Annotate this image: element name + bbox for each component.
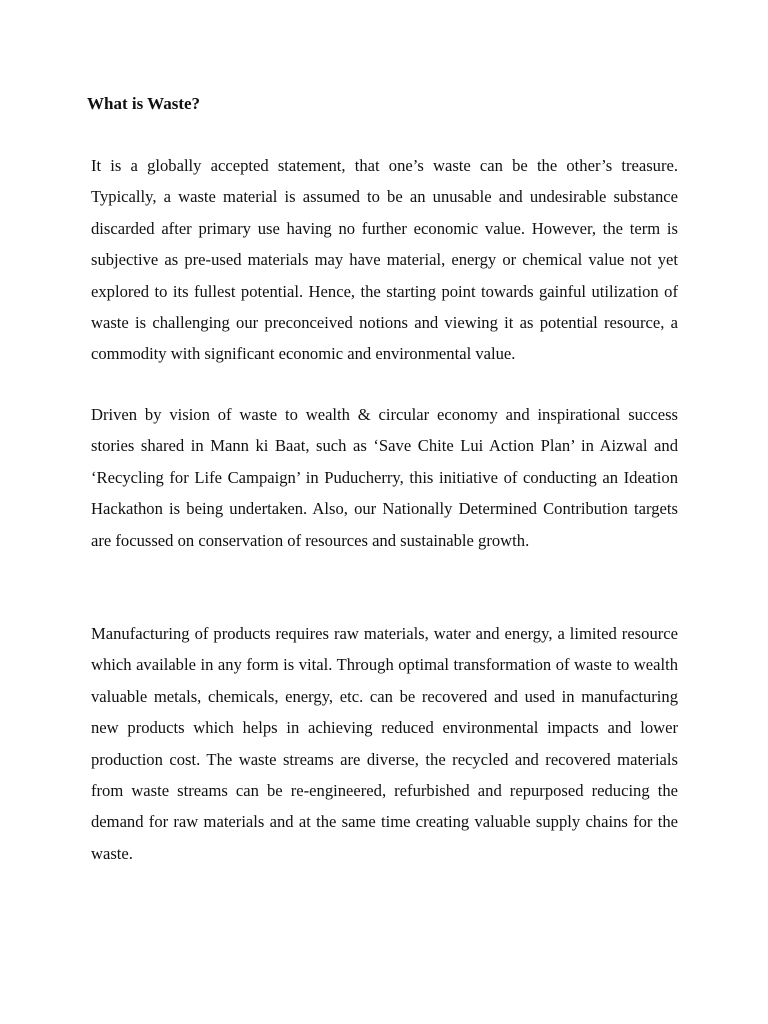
- paragraph-initiative: Driven by vision of waste to wealth & circular economy and inspirational success stories shared in Mann ki Baat, such as ‘Save Chite Lui Action Plan’ in Aizwal and ‘Recycling for Life Campaign’ in Puducherry, this initiative of conducting an Ideation Hackathon is being undertaken. Also, our Nationally Determined Contribution targets are focussed on conservation of resources and sustainable growth.: [91, 405, 678, 550]
- paragraph-what-is-waste: It is a globally accepted statement, that one’s waste can be the other’s treasure. Typically, a waste material is assumed to be an unusable and undesirable substance discarded after primary use having no further economic value. However, the term is subjective as pre-used materials may have material, energy or chemical value not yet explored to its fullest potential. Hence, the starting point towards gainful utilization of waste is challenging our preconceived notions and viewing it as potential resource, a commodity with significant economic and environmental value.: [91, 156, 678, 364]
- section-heading: What is Waste?: [87, 94, 201, 113]
- paragraph-manufacturing: Manufacturing of products requires raw materials, water and energy, a limited resource which available in any form is vital. Through optimal transformation of waste to wealth valuable metals, chemicals, energy, etc. can be recovered and used in manufacturing new products which helps in achieving reduced environmental impacts and lower production cost. The waste streams are diverse, the recycled and recovered materials from waste streams can be re-engineered, refurbished and repurposed reducing the demand for raw materials and at the same time creating valuable supply chains for the waste.: [91, 624, 678, 863]
